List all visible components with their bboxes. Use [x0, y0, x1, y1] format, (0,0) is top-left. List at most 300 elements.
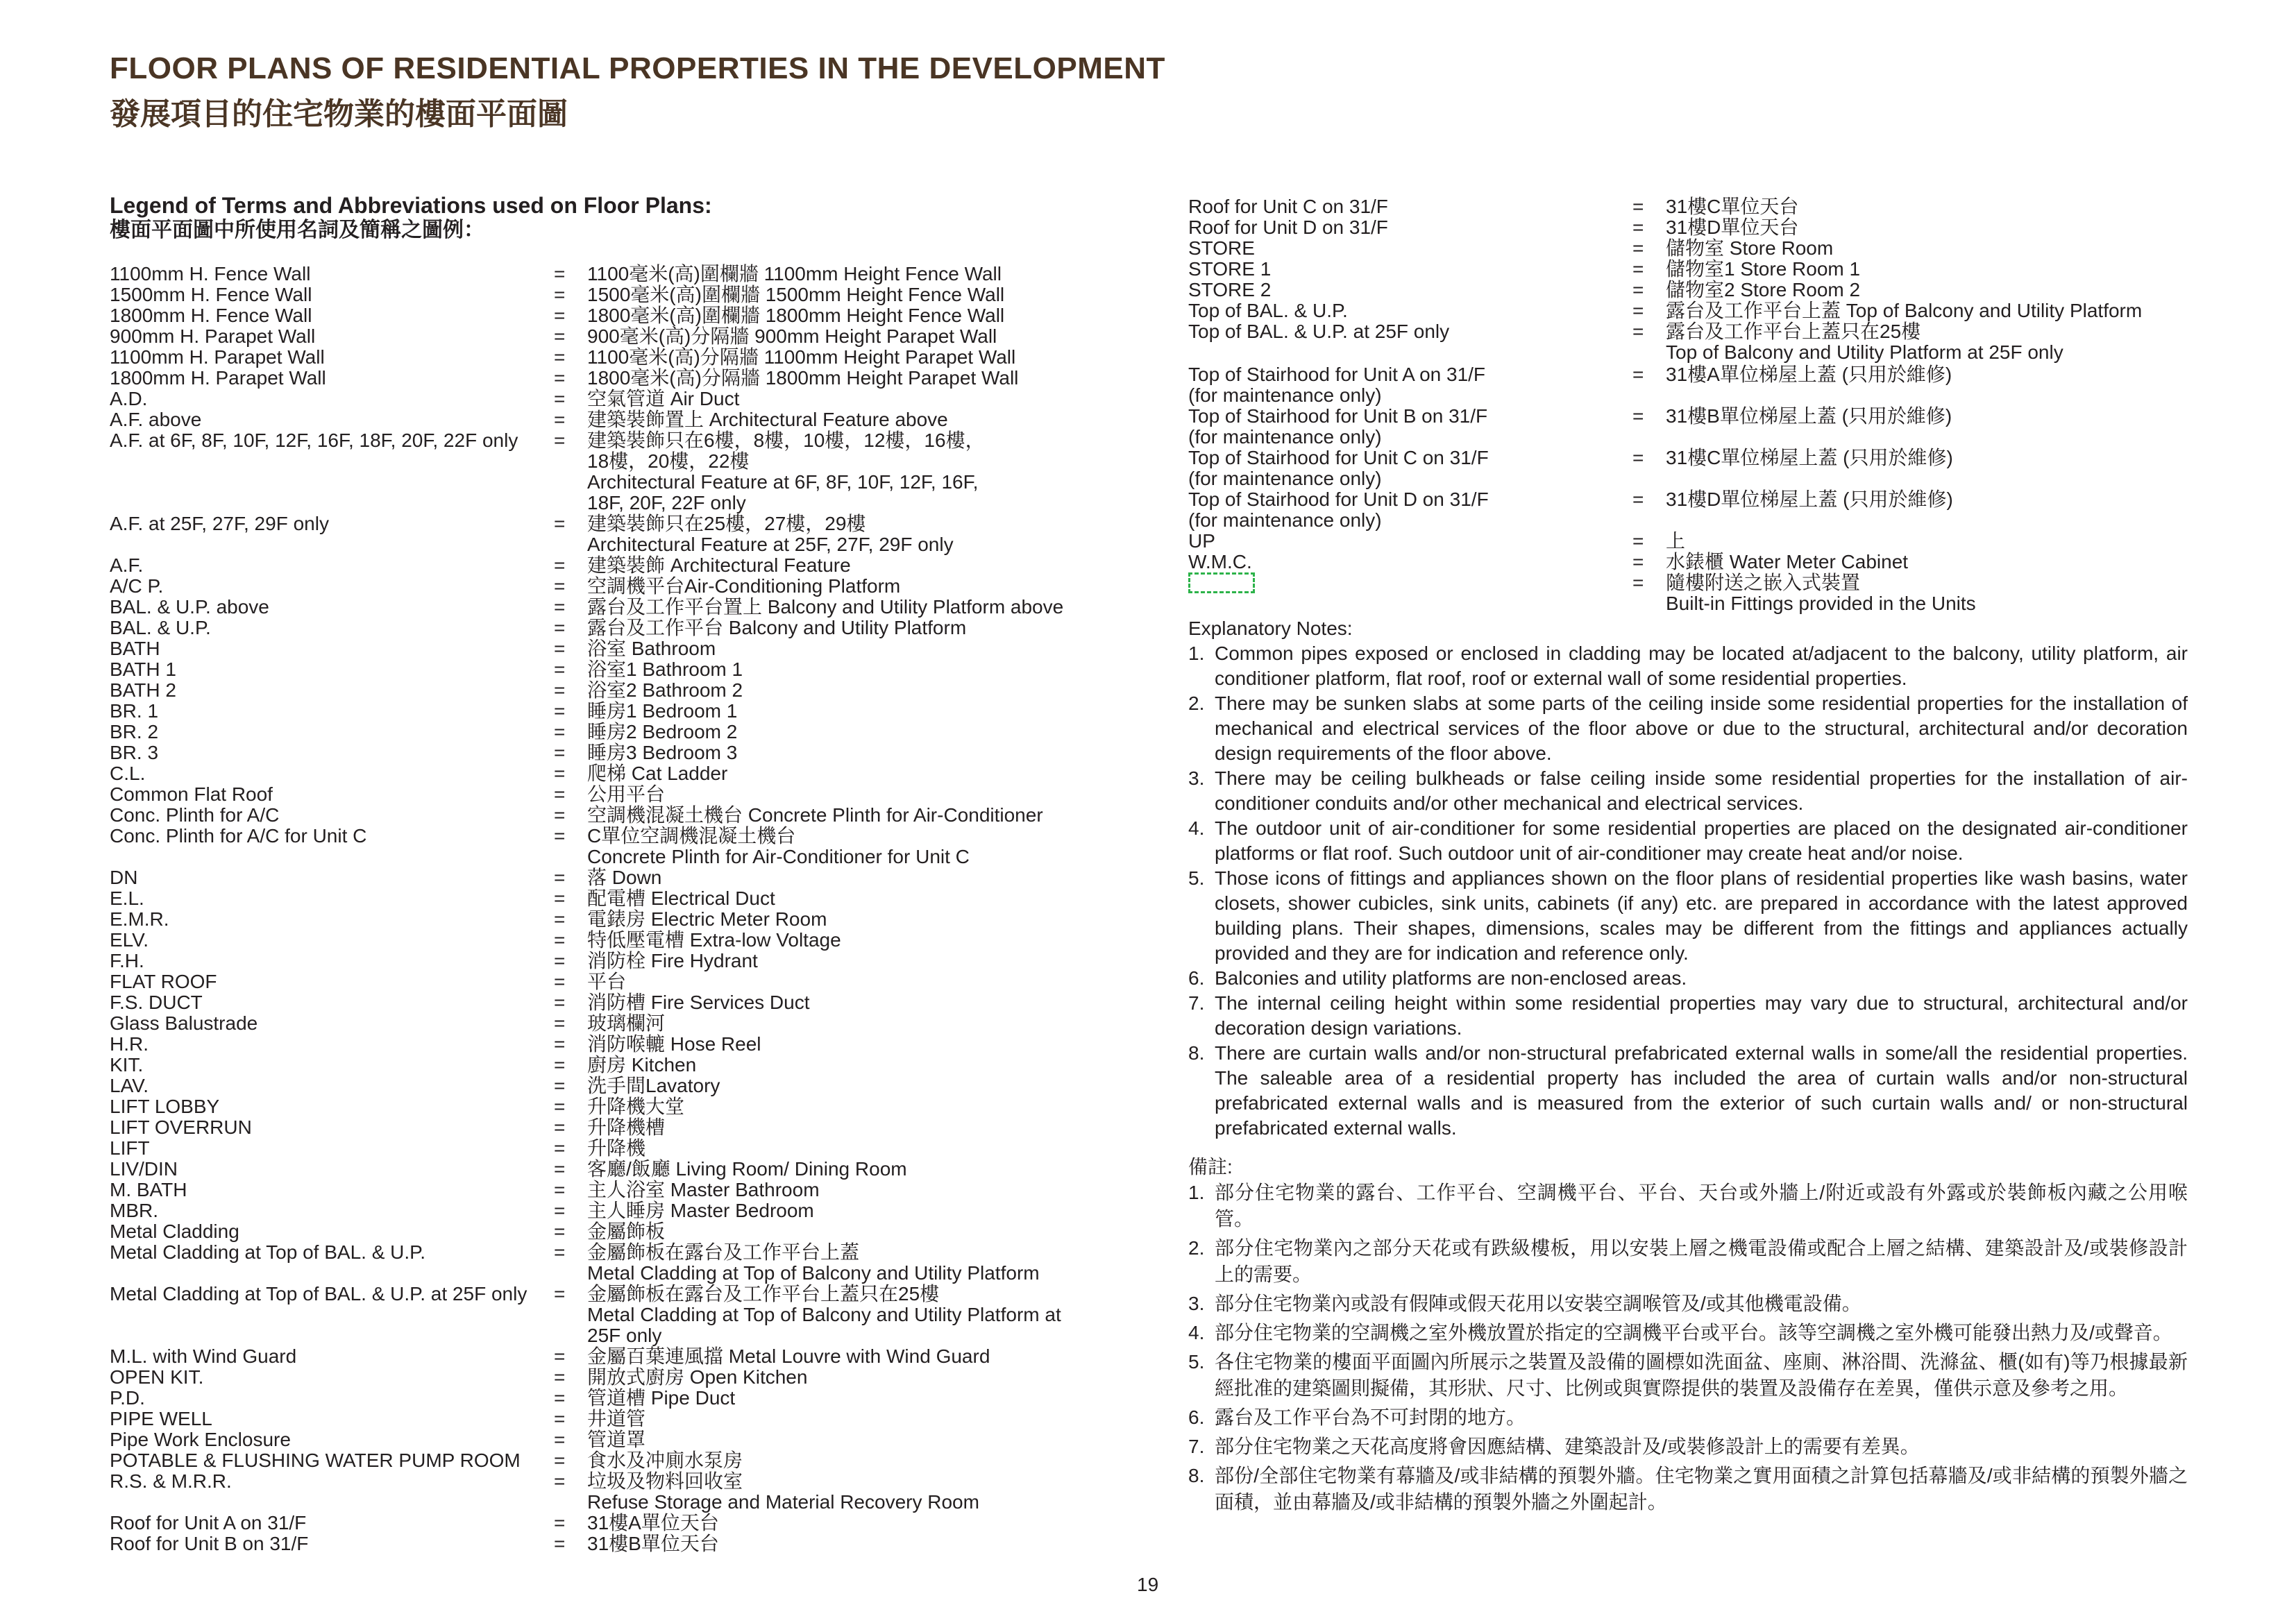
- equals-sign: =: [554, 971, 566, 992]
- legend-entry: [110, 742, 1123, 763]
- legend-definition-line: 儲物室2 Store Room 2: [1666, 279, 1861, 300]
- equals-sign: =: [554, 1366, 566, 1388]
- note-text: There may be sunken slabs at some parts of the ceiling inside some residential properties for the installation of mechanical and electrical services of the floor above or due to the structural, architectural and/or decoration design requirements of the floor above.: [1215, 692, 2188, 764]
- legend-definition-line: 18F, 20F, 22F only: [587, 492, 746, 513]
- legend-definition: [587, 659, 1123, 680]
- legend-definition-line: 建築裝飾只在6樓，8樓，10樓，12樓，16樓，: [587, 430, 985, 451]
- legend-definition: [587, 347, 1123, 368]
- equals-sign: =: [554, 763, 566, 784]
- legend-term: [1188, 300, 1632, 321]
- remark-number: 2.: [1188, 1237, 1205, 1259]
- legend-entry: [110, 1055, 1123, 1076]
- remark-text: 部分住宅物業內或設有假陣或假天花用以安裝空調喉管及/或其他機電設備。: [1215, 1293, 1862, 1314]
- legend-definition-line: 睡房3 Bedroom 3: [587, 742, 738, 763]
- legend-term: BATH 1: [110, 658, 176, 680]
- legend-entry: [110, 1159, 1123, 1180]
- equals-sign: =: [554, 950, 566, 971]
- remark-text: 部分住宅物業之天花高度將會因應結構、建築設計及/或裝修設計上的需要有差異。: [1215, 1436, 1920, 1457]
- legend-entry: [110, 1367, 1123, 1388]
- legend-definition-line: 升降機大堂: [587, 1096, 685, 1117]
- legend-definition-line: 1500毫米(高)圍欄牆 1500mm Height Fence Wall: [587, 284, 1005, 305]
- remark-note: [1188, 1349, 2188, 1402]
- legend-term-line: Top of BAL. & U.P. at 25F only: [1188, 321, 1450, 342]
- equals-sign: =: [1632, 321, 1644, 342]
- legend-entry: [110, 951, 1123, 971]
- remark-text: 部份/全部住宅物業有幕牆及/或非結構的預製外牆。住宅物業之實用面積之計算包括幕牆及/或非結構的預製外牆之面積，並由幕牆及/或非結構的預製外牆之外圍起計。: [1215, 1465, 2188, 1513]
- legend-term: A.F.: [110, 554, 144, 576]
- equals-sign: =: [554, 575, 566, 597]
- legend-entry: [110, 1096, 1123, 1117]
- legend-entry: [110, 1034, 1123, 1055]
- legend-term: LIFT: [110, 1137, 150, 1159]
- explanatory-note: [1188, 991, 2188, 1041]
- legend-definition-line: 水錶櫃 Water Meter Cabinet: [1666, 551, 1909, 572]
- legend-definition: [587, 326, 1123, 347]
- legend-definition-line: 31樓A單位梯屋上蓋 (只用於維修): [1666, 364, 1952, 385]
- legend-term: Metal Cladding: [110, 1221, 239, 1242]
- equals-sign: =: [554, 367, 566, 389]
- equals-sign: =: [554, 1450, 566, 1471]
- legend-entry: [110, 722, 1123, 742]
- legend-term: LIFT OVERRUN: [110, 1116, 252, 1138]
- remark-text: 各住宅物業的樓面平面圖內所展示之裝置及設備的圖標如洗面盆、座廁、淋浴間、洗滌盆、櫃(如有)等乃根據最新經批准的建築圖則擬備，其形狀、尺寸、比例或與實際提供的裝置及設備存在差異，僅供示意及參考之用。: [1215, 1351, 2188, 1399]
- legend-definition: [587, 597, 1123, 618]
- legend-definition: [587, 409, 1123, 430]
- legend-definition-line: 金屬百葉連風擋 Metal Louvre with Wind Guard: [587, 1345, 990, 1367]
- legend-entry: [110, 326, 1123, 347]
- equals-sign: =: [554, 346, 566, 368]
- legend-term: ELV.: [110, 929, 149, 951]
- legend-term: Metal Cladding at Top of BAL. & U.P.: [110, 1241, 426, 1263]
- legend-definition-line: 金屬飾板在露台及工作平台上蓋: [587, 1241, 860, 1263]
- legend-definition-line: 廚房 Kitchen: [587, 1054, 697, 1076]
- legend-definition-line: 空調機平台Air-Conditioning Platform: [587, 575, 901, 597]
- legend-definition: [1666, 259, 2188, 280]
- legend-entry: [1188, 489, 2188, 531]
- remark-number: 7.: [1188, 1436, 1205, 1457]
- equals-sign: =: [1632, 447, 1644, 468]
- legend-entry: [110, 930, 1123, 951]
- legend-definition-line: 消防喉轆 Hose Reel: [587, 1033, 761, 1055]
- legend-definition: [587, 1471, 1123, 1513]
- legend-term: R.S. & M.R.R.: [110, 1470, 232, 1492]
- equals-sign: =: [554, 638, 566, 659]
- legend-term-line: Top of Stairhood for Unit D on 31/F: [1188, 488, 1489, 510]
- equals-sign: =: [554, 305, 566, 326]
- legend-term-line: Top of BAL. & U.P.: [1188, 300, 1348, 321]
- legend-term: [1188, 489, 1632, 531]
- legend-term: E.L.: [110, 887, 144, 909]
- equals-sign: =: [1632, 530, 1644, 552]
- legend-term: [1188, 217, 1632, 238]
- note-number: 7.: [1188, 992, 1205, 1014]
- legend-term-line: Top of Stairhood for Unit C on 31/F: [1188, 447, 1489, 468]
- legend-definition: [587, 784, 1123, 805]
- explanatory-note: [1188, 641, 2188, 691]
- legend-entry: [110, 680, 1123, 701]
- legend-definition: [587, 971, 1123, 992]
- remark-number: 1.: [1188, 1182, 1205, 1203]
- legend-definition: [587, 680, 1123, 701]
- note-number: 3.: [1188, 767, 1205, 789]
- remark-note: [1188, 1235, 2188, 1288]
- legend-entry: [110, 389, 1123, 409]
- legend-definition: [587, 992, 1123, 1013]
- legend-term-line: Top of Stairhood for Unit B on 31/F: [1188, 405, 1488, 427]
- legend-term: Pipe Work Enclosure: [110, 1429, 291, 1450]
- remark-number: 6.: [1188, 1407, 1205, 1428]
- equals-sign: =: [1632, 300, 1644, 321]
- legend-definition-line: 主人浴室 Master Bathroom: [587, 1179, 820, 1200]
- legend-entry: [110, 513, 1123, 555]
- legend-definition: [1666, 196, 2188, 217]
- legend-entry: [110, 368, 1123, 389]
- legend-term-line: STORE 1: [1188, 258, 1272, 280]
- legend-term: [1188, 364, 1632, 406]
- legend-definition: [587, 1533, 1123, 1554]
- legend-term: Conc. Plinth for A/C: [110, 804, 280, 826]
- legend-term: Common Flat Roof: [110, 783, 273, 805]
- legend-definition: [587, 576, 1123, 597]
- legend-entry: [110, 305, 1123, 326]
- equals-sign: =: [554, 1470, 566, 1492]
- equals-sign: =: [1632, 279, 1644, 300]
- equals-sign: =: [554, 804, 566, 826]
- legend-definition: [587, 742, 1123, 763]
- equals-sign: =: [554, 1158, 566, 1180]
- note-text: Those icons of fittings and appliances shown on the floor plans of residential properties like wash basins, water closets, shower cubicles, sink units, cabinets (if any) etc. are prepared in accordance with the latest approved building plans. Their shapes, dimensions, scales may be different from the fittings and appliances actually provided and they are for indication and reference only.: [1215, 867, 2188, 964]
- note-text: The internal ceiling height within some residential properties may vary due to structural, architectural and/or decoration design variations.: [1215, 992, 2188, 1039]
- legend-entry: [110, 888, 1123, 909]
- equals-sign: =: [554, 679, 566, 701]
- legend-term: A.D.: [110, 388, 148, 409]
- legend-heading-zh: 樓面平面圖中所使用名詞及簡稱之圖例：: [110, 219, 484, 241]
- legend-definition-line: 1100毫米(高)圍欄牆 1100mm Height Fence Wall: [587, 263, 1002, 284]
- legend-term: M.L. with Wind Guard: [110, 1345, 297, 1367]
- legend-entry: [110, 992, 1123, 1013]
- legend-definition: [587, 389, 1123, 409]
- legend-entry: [110, 347, 1123, 368]
- legend-definition-line: 31樓D單位天台: [1666, 216, 1799, 238]
- legend-definition-line: 31樓D單位梯屋上蓋 (只用於維修): [1666, 488, 1953, 510]
- equals-sign: =: [554, 929, 566, 951]
- legend-term: 1800mm H. Parapet Wall: [110, 367, 326, 389]
- legend-definition: [587, 1159, 1123, 1180]
- legend-definition: [587, 368, 1123, 389]
- legend-definition-line: 25F only: [587, 1325, 662, 1346]
- equals-sign: =: [554, 1033, 566, 1055]
- legend-entry: [110, 1284, 1123, 1346]
- equals-sign: =: [554, 1200, 566, 1221]
- explanatory-note: [1188, 1041, 2188, 1141]
- legend-term-line: (for maintenance only): [1188, 468, 1382, 489]
- legend-term-line: (for maintenance only): [1188, 426, 1382, 448]
- equals-sign: =: [1632, 196, 1644, 217]
- equals-sign: =: [554, 1408, 566, 1429]
- fittings-def-en: Built-in Fittings provided in the Units: [1666, 593, 1976, 614]
- legend-definition-line: 浴室 Bathroom: [587, 638, 716, 659]
- legend-definition-line: 露台及工作平台置上 Balcony and Utility Platform above: [587, 596, 1064, 618]
- equals-sign: =: [554, 1012, 566, 1034]
- legend-definition-line: 主人睡房 Master Bedroom: [587, 1200, 814, 1221]
- legend-term: [1188, 552, 1632, 572]
- legend-term: 900mm H. Parapet Wall: [110, 325, 316, 347]
- legend-definition-line: 31樓C單位天台: [1666, 196, 1799, 217]
- remark-number: 8.: [1188, 1465, 1205, 1486]
- legend-definition-line: 31樓B單位天台: [587, 1533, 719, 1554]
- equals-sign: =: [554, 742, 566, 763]
- legend-term-line: Roof for Unit C on 31/F: [1188, 196, 1388, 217]
- legend-term: BATH: [110, 638, 160, 659]
- remark-number: 5.: [1188, 1351, 1205, 1373]
- legend-definition-line: 睡房2 Bedroom 2: [587, 721, 738, 742]
- legend-definition: [587, 805, 1123, 826]
- equals-sign: =: [1632, 364, 1644, 385]
- explanatory-note: [1188, 691, 2188, 766]
- legend-definition: [587, 618, 1123, 638]
- legend-term: BR. 3: [110, 742, 159, 763]
- legend-definition-line: 平台: [587, 971, 627, 992]
- legend-definition: [1666, 406, 2188, 448]
- equals-sign: =: [554, 1179, 566, 1200]
- equals-sign: =: [554, 721, 566, 742]
- legend-entry: [110, 1242, 1123, 1284]
- note-text: Balconies and utility platforms are non-enclosed areas.: [1215, 967, 1687, 989]
- equals-sign: =: [554, 700, 566, 722]
- equals-sign: =: [554, 554, 566, 576]
- remark-number: 4.: [1188, 1322, 1205, 1343]
- legend-term: Glass Balustrade: [110, 1012, 258, 1034]
- equals-sign: =: [554, 1221, 566, 1242]
- legend-term: OPEN KIT.: [110, 1366, 204, 1388]
- legend-entry: [110, 971, 1123, 992]
- legend-entry: [110, 1221, 1123, 1242]
- legend-term: [1188, 406, 1632, 448]
- legend-definition: [587, 1180, 1123, 1200]
- equals-sign: =: [554, 992, 566, 1013]
- remark-text: 部分住宅物業的空調機之室外機放置於指定的空調機平台或平台。該等空調機之室外機可能發出熱力及/或聲音。: [1215, 1322, 2172, 1343]
- equals-sign: =: [1632, 216, 1644, 238]
- equals-sign: =: [554, 1054, 566, 1076]
- legend-definition: [587, 722, 1123, 742]
- note-text: There may be ceiling bulkheads or false ceiling inside some residential properties for the installation of air-conditioner conduits and/or other mechanical and electrical services.: [1215, 767, 2188, 814]
- legend-list-left: [110, 264, 1123, 1554]
- legend-definition-line: 31樓B單位梯屋上蓋 (只用於維修): [1666, 405, 1952, 427]
- legend-entry: [1188, 448, 2188, 489]
- legend-entry: [110, 638, 1123, 659]
- equals-sign: =: [554, 596, 566, 618]
- legend-entry: [110, 430, 1123, 513]
- equals-sign: =: [1632, 258, 1644, 280]
- legend-definition-line: 1100毫米(高)分隔牆 1100mm Height Parapet Wall: [587, 346, 1016, 368]
- legend-term: E.M.R.: [110, 908, 169, 930]
- legend-definition-line: 浴室1 Bathroom 1: [587, 658, 743, 680]
- legend-entry: [1188, 552, 2188, 572]
- explanatory-list: [1188, 641, 2188, 1141]
- legend-term: LIFT LOBBY: [110, 1096, 220, 1117]
- legend-definition-line: 洗手間Lavatory: [587, 1075, 720, 1096]
- remark-note: [1188, 1291, 2188, 1317]
- legend-definition-line: 浴室2 Bathroom 2: [587, 679, 743, 701]
- legend-entry: [110, 784, 1123, 805]
- legend-definition: [1666, 300, 2188, 321]
- legend-definition: [587, 264, 1123, 284]
- legend-definition: [1666, 280, 2188, 300]
- explanatory-note: [1188, 966, 2188, 991]
- legend-term: BAL. & U.P. above: [110, 596, 269, 618]
- equals-sign: =: [554, 325, 566, 347]
- note-number: 1.: [1188, 643, 1205, 664]
- legend-definition-line: 露台及工作平台上蓋 Top of Balcony and Utility Platform: [1666, 300, 2143, 321]
- legend-definition-line: 建築裝飾 Architectural Feature: [587, 554, 851, 576]
- legend-definition: [587, 763, 1123, 784]
- legend-definition-line: 空氣管道 Air Duct: [587, 388, 740, 409]
- legend-definition-line: 900毫米(高)分隔牆 900mm Height Parapet Wall: [587, 325, 997, 347]
- legend-definition: [587, 1055, 1123, 1076]
- legend-term: DN: [110, 867, 138, 888]
- legend-term: [1188, 280, 1632, 300]
- legend-definition: [587, 867, 1123, 888]
- equals-sign: =: [554, 1283, 566, 1305]
- legend-term: Conc. Plinth for A/C for Unit C: [110, 825, 367, 847]
- note-number: 8.: [1188, 1042, 1205, 1064]
- remarks-list: [1188, 1180, 2188, 1515]
- remark-text: 部分住宅物業的露台、工作平台、空調機平台、平台、天台或外牆上/附近或設有外露或於裝飾板內藏之公用喉管。: [1215, 1182, 2188, 1230]
- dashed-bracket-icon: [1188, 572, 1255, 593]
- equals-sign: =: [554, 1241, 566, 1263]
- legend-definition: [587, 1450, 1123, 1471]
- legend-definition: [587, 1138, 1123, 1159]
- legend-definition: [587, 1409, 1123, 1429]
- legend-term: Roof for Unit A on 31/F: [110, 1512, 307, 1533]
- legend-term-line: Top of Stairhood for Unit A on 31/F: [1188, 364, 1486, 385]
- legend-term: 1800mm H. Fence Wall: [110, 305, 312, 326]
- legend-definition: [587, 826, 1123, 867]
- equals-sign: =: [554, 1387, 566, 1409]
- legend-definition: [587, 951, 1123, 971]
- note-text: Common pipes exposed or enclosed in cladding may be located at/adjacent to the balcony, utility platform, air conditioner platform, flat roof, roof or external wall of some residential properties.: [1215, 643, 2188, 689]
- legend-term: 1100mm H. Fence Wall: [110, 263, 311, 284]
- legend-definition: [587, 1117, 1123, 1138]
- equals-sign: =: [554, 263, 566, 284]
- legend-definition-line: 開放式廚房 Open Kitchen: [587, 1366, 808, 1388]
- legend-term: F.S. DUCT: [110, 992, 203, 1013]
- legend-term: [1188, 448, 1632, 489]
- legend-entry: [110, 1471, 1123, 1513]
- legend-term: H.R.: [110, 1033, 149, 1055]
- legend-term-line: Roof for Unit D on 31/F: [1188, 216, 1388, 238]
- explanatory-notes: [1188, 616, 2188, 1518]
- equals-sign: =: [1632, 551, 1644, 572]
- equals-sign: =: [554, 513, 566, 534]
- legend-definition-line: 管道罩: [587, 1429, 646, 1450]
- legend-definition: [587, 1096, 1123, 1117]
- legend-term: 1100mm H. Parapet Wall: [110, 346, 325, 368]
- equals-sign: =: [554, 1429, 566, 1450]
- note-number: 2.: [1188, 692, 1205, 714]
- legend-definition-line: 管道槽 Pipe Duct: [587, 1387, 736, 1409]
- legend-entry: [110, 826, 1123, 867]
- legend-definition-line: 特低壓電槽 Extra-low Voltage: [587, 929, 841, 951]
- legend-term: [1188, 238, 1632, 259]
- equals-sign: =: [554, 409, 566, 430]
- legend-term: [1188, 196, 1632, 217]
- remarks-heading: 備註:: [1188, 1156, 1233, 1178]
- legend-entry: [110, 284, 1123, 305]
- legend-definition-line: 上: [1666, 530, 1686, 552]
- legend-entry: [1188, 259, 2188, 280]
- legend-entry: [110, 1346, 1123, 1367]
- legend-entry: [110, 1429, 1123, 1450]
- equals-sign: =: [554, 430, 566, 451]
- legend-term: PIPE WELL: [110, 1408, 212, 1429]
- legend-entry: [1188, 238, 2188, 259]
- page-number: 19: [1137, 1574, 1159, 1595]
- legend-definition: [587, 305, 1123, 326]
- legend-definition-line: 金屬飾板: [587, 1221, 666, 1242]
- legend-definition-line: 31樓C單位梯屋上蓋 (只用於維修): [1666, 447, 1953, 468]
- legend-entry: [110, 805, 1123, 826]
- legend-entry: [110, 1076, 1123, 1096]
- legend-term: BR. 1: [110, 700, 159, 722]
- equals-sign: =: [554, 1137, 566, 1159]
- equals-sign: =: [554, 908, 566, 930]
- legend-entry: [1188, 196, 2188, 217]
- legend-definition-line: Architectural Feature at 25F, 27F, 29F only: [587, 534, 954, 555]
- page-title-zh: 發展項目的住宅物業的樓面平面圖: [110, 97, 568, 131]
- legend-term: A/C P.: [110, 575, 164, 597]
- remark-note: [1188, 1320, 2188, 1346]
- legend-entry: [110, 264, 1123, 284]
- legend-definition-line: 玻璃欄河: [587, 1012, 666, 1034]
- legend-definition-line: 睡房1 Bedroom 1: [587, 700, 738, 722]
- legend-entry: [1188, 321, 2188, 363]
- legend-term: F.H.: [110, 950, 144, 971]
- legend-definition: [1666, 531, 2188, 552]
- legend-definition-line: 儲物室1 Store Room 1: [1666, 258, 1861, 280]
- equals-sign: =: [1632, 488, 1644, 510]
- legend-definition-line: 公用平台: [587, 783, 666, 805]
- legend-definition: [587, 1013, 1123, 1034]
- legend-term: A.F. at 25F, 27F, 29F only: [110, 513, 329, 534]
- equals-sign: =: [554, 1075, 566, 1096]
- legend-definition-line: 垃圾及物料回收室: [587, 1470, 743, 1492]
- legend-definition: [587, 1429, 1123, 1450]
- legend-term: BATH 2: [110, 679, 176, 701]
- legend-definition: [587, 1200, 1123, 1221]
- legend-definition: [587, 638, 1123, 659]
- legend-definition-line: 露台及工作平台 Balcony and Utility Platform: [587, 617, 967, 638]
- legend-definition-line: 落 Down: [587, 867, 662, 888]
- legend-entry: [1188, 531, 2188, 552]
- legend-definition-line: Metal Cladding at Top of Balcony and Utility Platform: [587, 1262, 1040, 1284]
- legend-term: 1500mm H. Fence Wall: [110, 284, 312, 305]
- legend-definition-line: 建築裝飾置上 Architectural Feature above: [587, 409, 948, 430]
- legend-term: [1188, 531, 1632, 552]
- legend-definition-line: 露台及工作平台上蓋只在25樓: [1666, 321, 1921, 342]
- legend-definition-line: 井道管: [587, 1408, 646, 1429]
- note-number: 6.: [1188, 967, 1205, 989]
- legend-term: LAV.: [110, 1075, 149, 1096]
- equals-sign: =: [1632, 405, 1644, 427]
- legend-entry: [1188, 280, 2188, 300]
- equals-sign: =: [554, 1096, 566, 1117]
- legend-definition-line: 18樓，20樓，22樓: [587, 450, 750, 472]
- legend-definition: [587, 1346, 1123, 1367]
- legend-term: [1188, 321, 1632, 363]
- note-text: The outdoor unit of air-conditioner for some residential properties are placed on the designated air-conditioner platforms or flat roof. Such outdoor unit of air-conditioner may create heat and/or noise.: [1215, 817, 2188, 864]
- legend-term: BAL. & U.P.: [110, 617, 211, 638]
